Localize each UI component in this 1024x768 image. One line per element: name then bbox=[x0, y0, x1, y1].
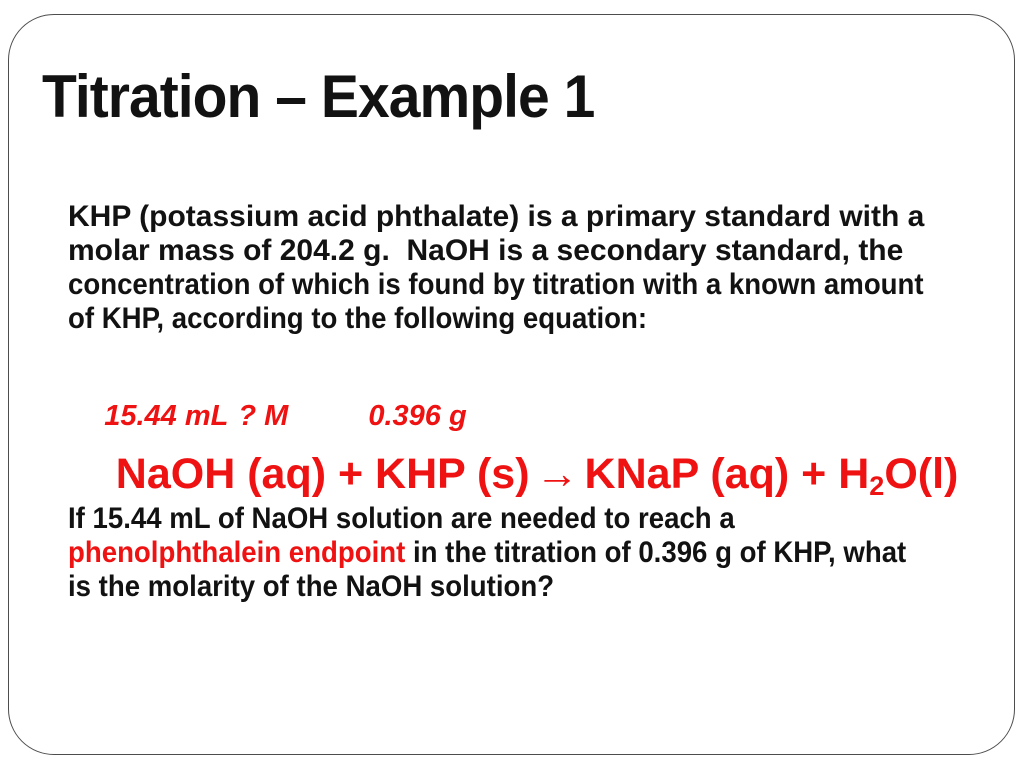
intro-line-3: concentration of which is found by titration with a known amount bbox=[68, 268, 924, 301]
equation-lhs: NaOH (aq) + KHP (s) bbox=[115, 450, 530, 498]
intro-line-1: KHP (potassium acid phthalate) is a primary standard with a bbox=[68, 200, 925, 233]
question-line-2 bbox=[68, 536, 906, 570]
question-line-1: If 15.44 mL of NaOH solution are needed to reach a bbox=[68, 502, 735, 535]
phenolphthalein-endpoint-highlight: phenolphthalein endpoint bbox=[68, 536, 406, 569]
equation-subscript: 2 bbox=[869, 471, 885, 501]
slide-title: Titration – Example 1 bbox=[42, 63, 595, 130]
question-line-2-rest: in the titration of 0.396 g of KHP, what bbox=[405, 536, 907, 569]
intro-paragraph bbox=[68, 200, 998, 336]
right-arrow-icon: → bbox=[535, 450, 579, 498]
intro-line-2: molar mass of 204.2 g. NaOH is a secondary standard, the bbox=[68, 234, 904, 267]
annotation-mass: 0.396 g bbox=[368, 400, 467, 432]
equation-rhs-start: KNaP (aq) + H bbox=[584, 450, 870, 498]
intro-line-4: of KHP, according to the following equation: bbox=[68, 302, 648, 335]
equation-rhs-end: O(l) bbox=[884, 450, 959, 498]
question-line-3: is the molarity of the NaOH solution? bbox=[68, 570, 555, 603]
annotation-volume: 15.44 mL bbox=[104, 400, 229, 432]
question-paragraph bbox=[68, 502, 979, 604]
annotation-molarity: ? M bbox=[238, 400, 289, 432]
